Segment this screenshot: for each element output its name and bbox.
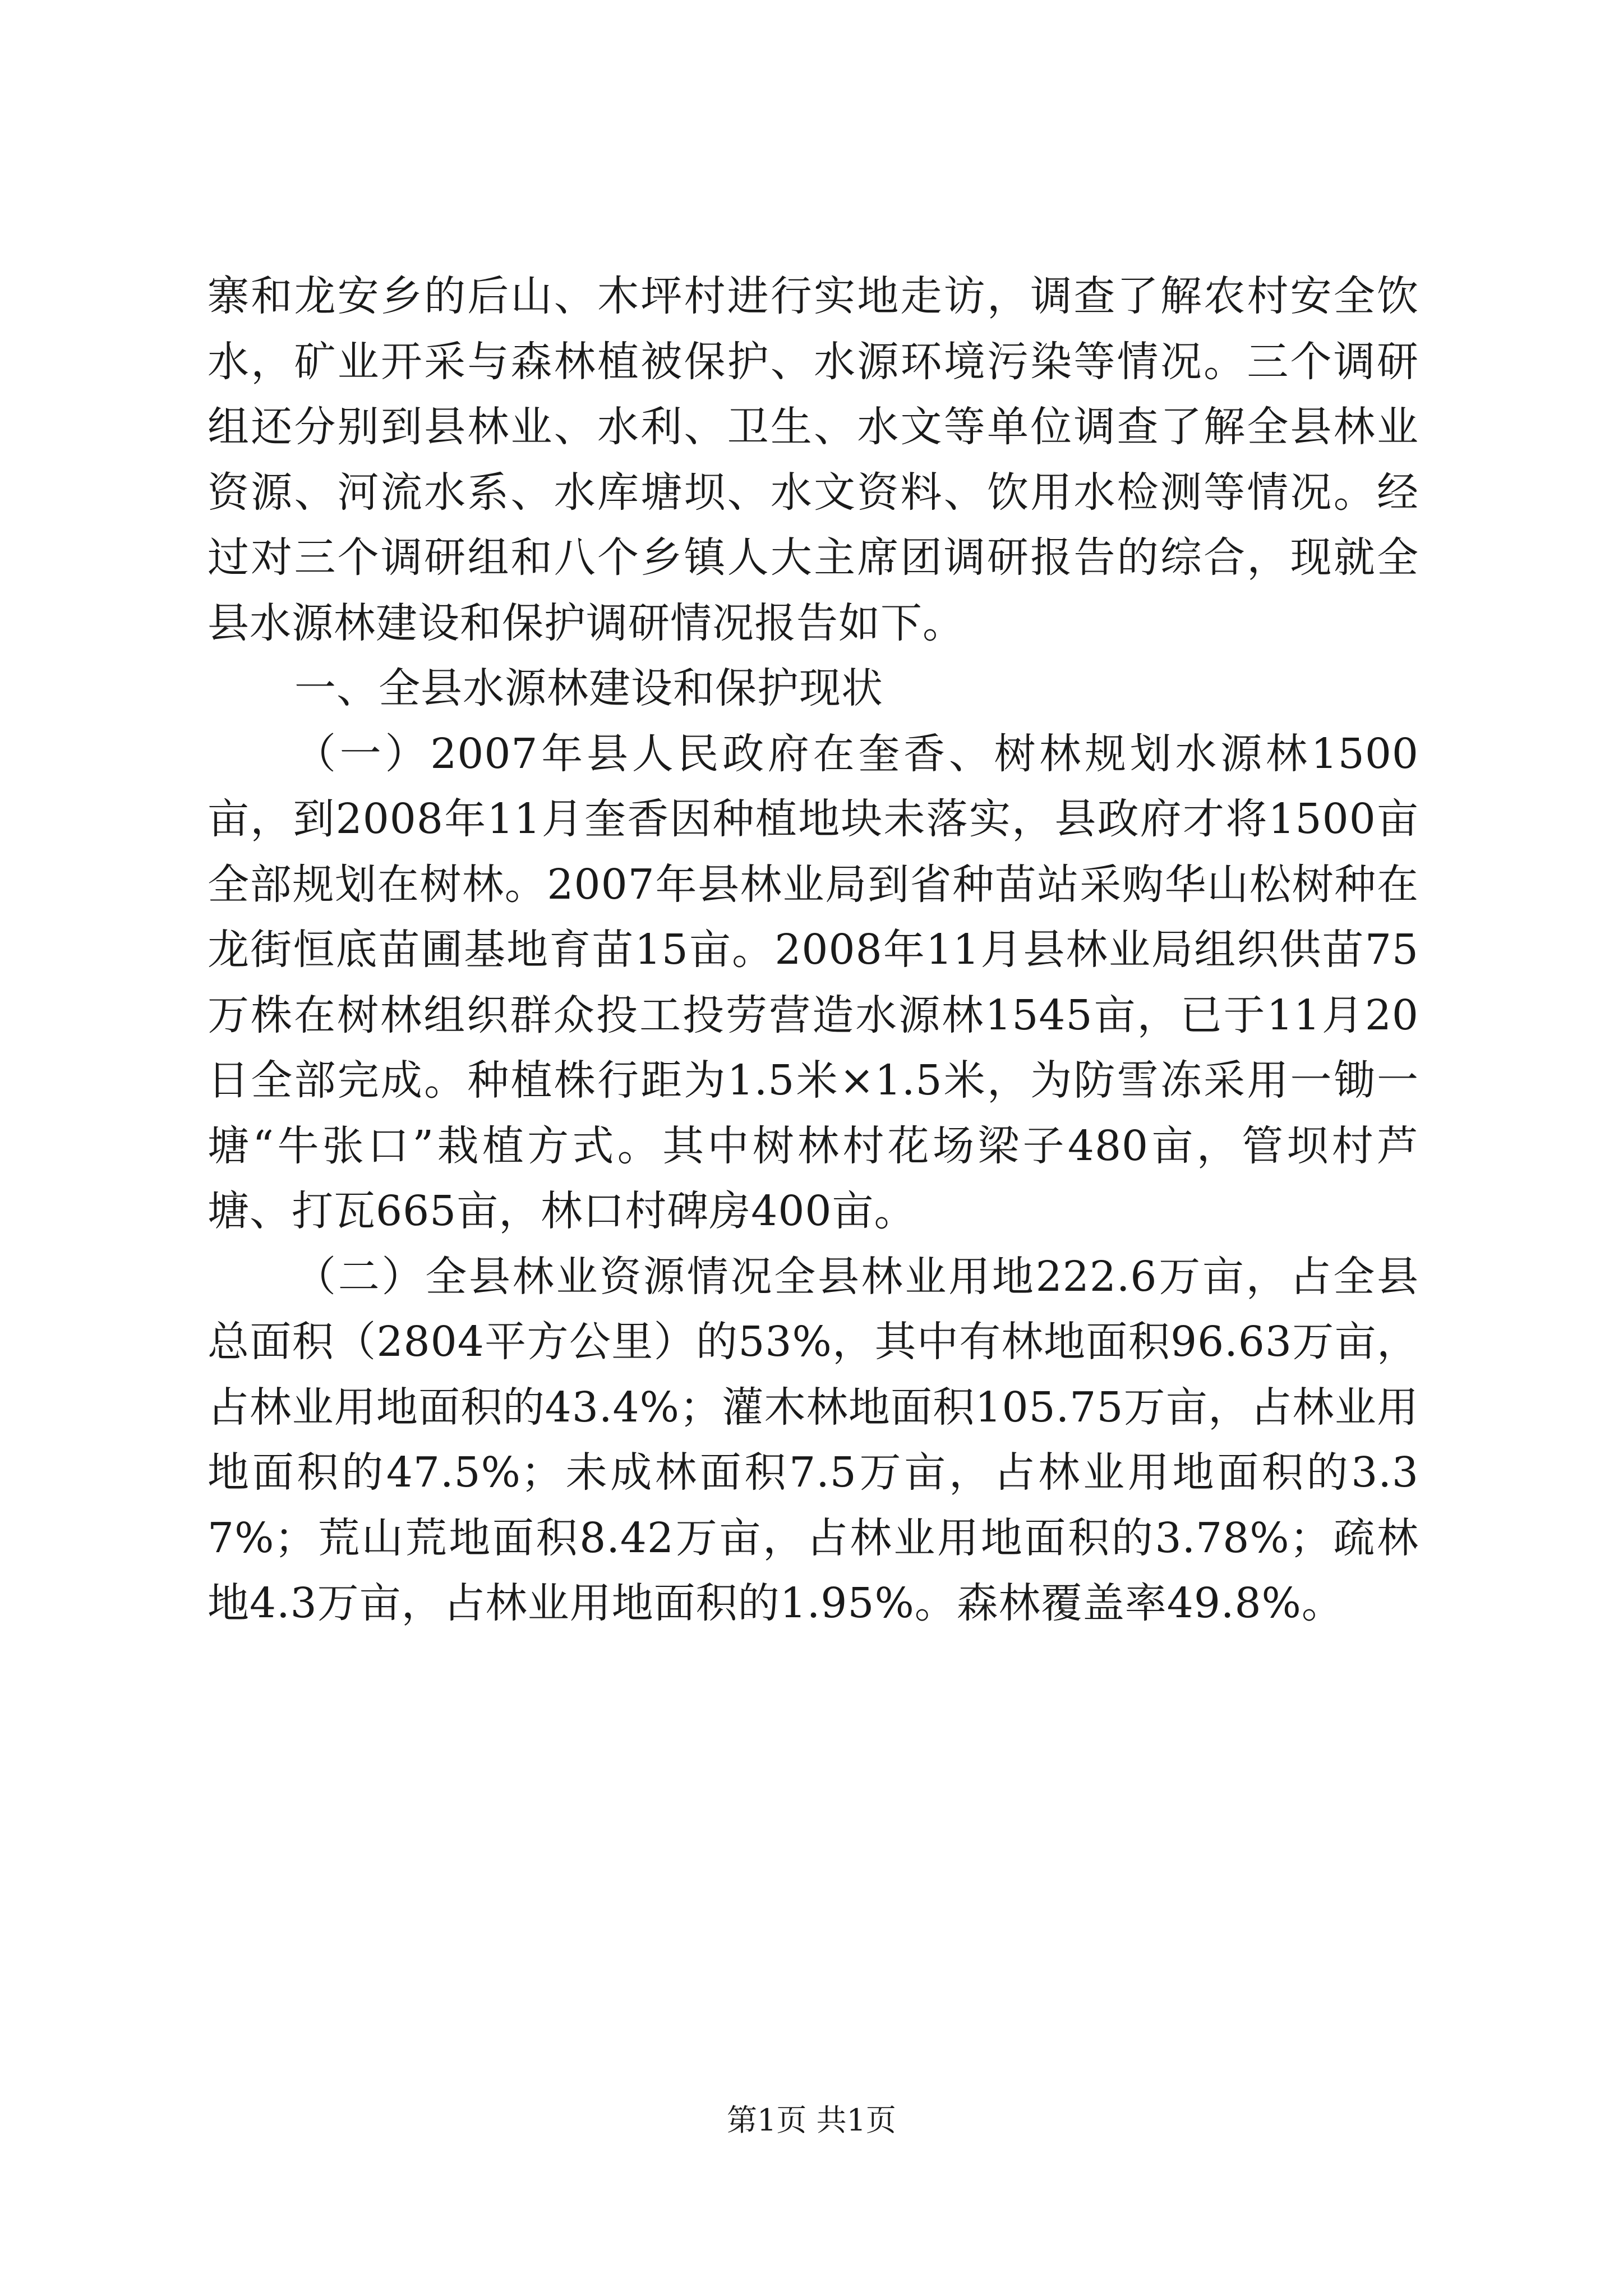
page-footer: 第1页 共1页 xyxy=(727,2102,896,2138)
paragraph-survey-intro: 寨和龙安乡的后山、木坪村进行实地走访，调查了解农村安全饮水，矿业开采与森林植被保护、水源环境污染等情况。三个调研组还分别到县林业、水利、卫生、水文等单位调查了解全县林业资源、河流水系、水库塘坝、水文资料、饮用水检测等情况。经过对三个调研组和八个乡镇人大主席团调研报告的综合，现就全县水源林建设和保护调研情况报告如下。 xyxy=(208,272,1419,647)
paragraph-section-one: （一）2007年县人民政府在奎香、树林规划水源林1500亩，到2008年11月奎香因种植地块未落实，县政府才将1500亩全部规划在树林。2007年县林业局到省种苗站采购华山松树种在龙街恒底苗圃基地育苗15亩。2008年11月县林业局组织供苗75万株在树林组织群众投工投劳营造水源林1545亩，已于11月20日全部完成。种植株行距为1.5米×1.5米，为防雪冻采用一锄一塘“牛张口”栽植方式。其中树林村花场梁子480亩，管坝村芦塘、打瓦665亩，林口村碑房400亩。 xyxy=(208,729,1419,1235)
document-body xyxy=(208,264,1419,1636)
paragraph-section-two: （二）全县林业资源情况全县林业用地222.6万亩，占全县总面积（2804平方公里）的53%，其中有林地面积96.63万亩，占林业用地面积的43.4%；灌木林地面积105.75万亩，占林业用地面积的47.5%；未成林面积7.5万亩，占林业用地面积的3.37%；荒山荒地面积8.42万亩，占林业用地面积的3.78%；疏林地4.3万亩，占林业用地面积的1.95%。森林覆盖率49.8%。 xyxy=(208,1252,1419,1627)
section-heading-current-status: 一、全县水源林建设和保护现状 xyxy=(294,664,883,712)
